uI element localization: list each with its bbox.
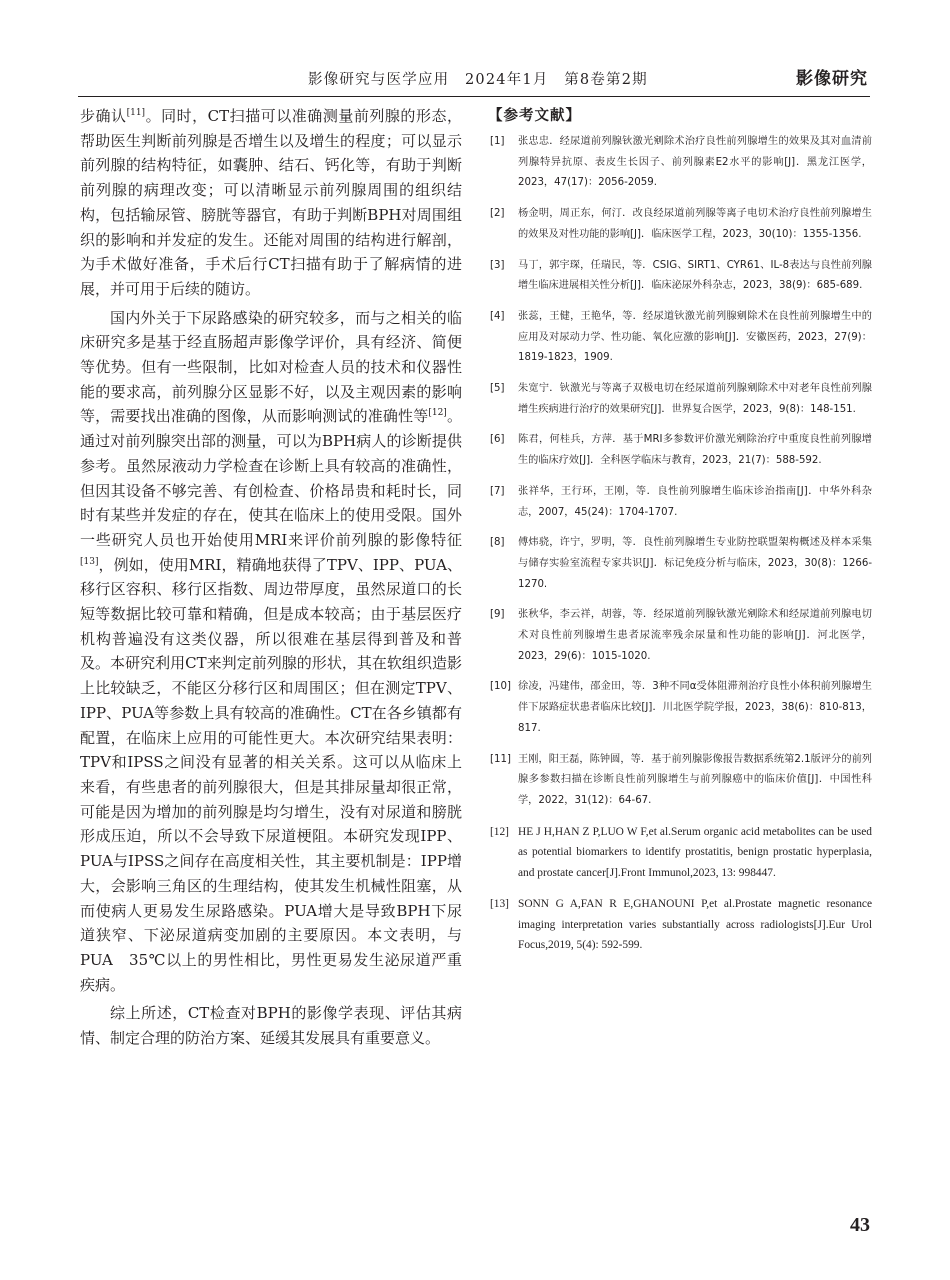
reference-text: 杨金明，周正东，何汀．改良经尿道前列腺等离子电切术治疗良性前列腺增生的效果及对性功能的影响[J]．临床医学工程，2023，30(10)：1355-1356. [518,208,872,240]
paragraph-text: 。通过对前列腺突出部的测量，可以为BPH病人的诊断提供参考。虽然尿液动力学检查在诊断上具有较高的准确性，但因其设备不够完善、有创检查、价格昂贵和耗时长，同时有某些并发症的存在，使其在临床上的使用受限。国外一些研究人员也开始使用MRI来评价前列腺的影像特征 [80,407,462,549]
reference-text: SONN G A,FAN R E,GHANOUNI P,et al.Prostate magnetic resonance imaging interpretation varies substantially across radiologists[J].Eur Urol Focus,2019, 5(4): 592-599. [518,897,872,952]
reference-number: [3] [490,259,505,271]
citation-superscript: [13] [80,556,99,567]
reference-number: [6] [490,434,505,446]
reference-item [486,132,872,194]
reference-text: HE J H,HAN Z P,LUO W F,et al.Serum organic acid metabolites can be used as potential biomarkers to identify prostatitis, benign prostatic hyperplasia, and prostate cancer[J].Front Immunol,2023, 13: 998447. [518,825,872,880]
citation-superscript: [11] [126,108,146,118]
reference-number: [11] [490,753,511,765]
references-heading: 【参考文献】 [488,108,581,124]
reference-item [486,204,872,245]
reference-item [486,482,872,523]
reference-item [486,307,872,369]
reference-text: 傅炜骁，许宁，罗明，等．良性前列腺增生专业防控联盟架构概述及样本采集与储存实验室流程专家共识[J]．标记免疫分析与临床，2023，30(8)：1266-1270. [518,537,872,590]
reference-text: 张祥华，王行环，王刚，等．良性前列腺增生临床诊治指南[J]．中华外科杂志，2007，45(24)：1704-1707. [518,485,872,518]
reference-item [486,430,872,471]
body-paragraph [80,1001,462,1050]
reference-item [486,605,872,667]
paragraph-text: 综上所述，CT检查对BPH的影像学表现、评估其病情、制定合理的防治方案、延缓其发展具有重要意义。 [80,1004,462,1048]
reference-item [486,379,872,420]
reference-item [486,822,872,884]
reference-number: [13] [490,897,509,910]
paragraph-text: ，例如，使用MRI，精确地获得了TPV、IPP、PUA、移行区容积、移行区指数、周边带厚度，虽然尿道口的长短等数据比较可靠和精确，但是成本较高；由于基层医疗机构普遍没有这类仪器，所以很难在基层得到普及和普及。本研究利用CT来判定前列腺的形状，其在软组织造影上比较缺乏，不能区分移行区和周围区；但在测定TPV、IPP、PUA等参数上具有较高的准确性。CT在各乡镇都有配置，在临床上应用的可能性更大。本次研究结果表明：TPV和IPSS之间没有显著的相关关系。这可以从临床上来看，有些患者的前列腺很大，但是其排尿量却很正常，可能是因为增加的前列腺是均匀增生，没有对尿道和膀胱形成压迫，所以不会导致下尿道梗阻。本研究发现IPP、PUA与IPSS之间存在高度相关性，其主要机制是：IPP增大，会影响三角区的生理结构，使其发生机械性阻塞，从而使病人更易发生尿路感染。PUA增大是导致BPH下尿道狭窄、下泌尿道病变加剧的主要原因。本文表明，与PUA 35℃以上的男性相比，男性更易发生泌尿道严重疾病。 [80,555,462,994]
reference-number: [8] [490,537,505,549]
reference-text: 朱宽宁．钬激光与等离子双极电切在经尿道前列腺剜除术中对老年良性前列腺增生疾病进行治疗的效果研究[J]．世界复合医学，2023，9(8)：148-151. [518,383,872,415]
body-paragraph [80,104,462,302]
reference-text: 马丁，郭宇琛，任瑞民，等．CSIG、SIRT1、CYR61、IL-8表达与良性前列腺增生临床进展相关性分析[J]．临床泌尿外科杂志，2023，38(9)：685-689. [518,259,872,292]
reference-number: [10] [490,681,511,693]
reference-number: [5] [490,383,505,395]
reference-number: [9] [490,609,505,621]
reference-text: 徐凌，冯建伟，邵金田，等．3种不同α受体阻滞剂治疗良性小体积前列腺增生伴下尿路症状患者临床比较[J]．川北医学院学报，2023，38(6)：810-813，817. [518,681,872,734]
reference-text: 张秋华，李云祥，胡蓉，等．经尿道前列腺钬激光剜除术和经尿道前列腺电切术对良性前列腺增生患者尿流率残余尿量和性功能的影响[J]．河北医学，2023，29(6)：1015-1020. [518,609,872,662]
citation-superscript: [12] [428,408,447,419]
reference-number: [12] [490,825,509,838]
reference-item [486,750,872,812]
reference-list [486,132,872,956]
reference-number: [4] [490,310,505,322]
reference-number: [1] [490,136,505,147]
reference-text: 陈君，何桂兵，方萍．基于MRI多参数评价激光剜除治疗中重度良性前列腺增生的临床疗效[J]．全科医学临床与教育，2023，21(7)：588-592. [518,434,872,467]
reference-number: [2] [490,208,505,220]
paragraph-text: 。同时，CT扫描可以准确测量前列腺的形态，帮助医生判断前列腺是否增生以及增生的程度；可以显示前列腺的结构特征，如囊肿、结石、钙化等，有助于判断前列腺的病理改变；可以清晰显示前列腺周围的组织结构，包括输尿管、膀胱等器官，有助于判断BPH对周围组织的影响和并发症的发生。还能对周围的结构进行解剖，为手术做好准备，手术后行CT扫描有助于了解病情的进展，并可用于后续的随访。 [80,107,462,298]
journal-title: 影像研究与医学应用 2024年1月 第8卷第2期 [308,72,648,88]
reference-number: [7] [490,485,505,497]
paragraph-text: 国内外关于下尿路感染的研究较多，而与之相关的临床研究多是基于经直肠超声影像学评价，具有经济、简便等优势。但有一些限制，比如对检查人员的技术和仪器性能的要求高，前列腺分区显影不好，以及主观因素的影响等，需要找出准确的图像，从而影响测试的准确性等 [80,308,462,426]
page-number: 43 [850,1214,870,1236]
reference-item [486,533,872,595]
running-header [78,60,870,97]
references-column [486,104,872,966]
reference-text: 王刚，阳王磊，陈钟圆，等．基于前列腺影像报告数据系统第2.1版评分的前列腺多参数扫描在诊断良性前列腺增生与前列腺癌中的临床价值[J]．中国性科学，2022，31(12)：64-67. [518,753,872,806]
reference-item [486,256,872,297]
journal-brand: 影像研究 [796,69,868,89]
body-text-column [80,104,462,1055]
reference-item [486,894,872,956]
reference-text: 张忠忠．经尿道前列腺钬激光剜除术治疗良性前列腺增生的效果及其对血清前列腺特异抗原、表皮生长因子、前列腺素E2水平的影响[J]．黑龙江医学，2023，47(17)：2056-2059. [518,136,872,189]
reference-item [486,677,872,739]
body-paragraph [80,306,462,998]
paragraph-text: 步确认 [80,107,127,125]
reference-text: 张蕊，王健，王艳华，等．经尿道钬激光前列腺剜除术在良性前列腺增生中的应用及对尿动力学、性功能、氧化应激的影响[J]．安徽医药，2023，27(9)：1819-1823，1909. [518,310,872,364]
